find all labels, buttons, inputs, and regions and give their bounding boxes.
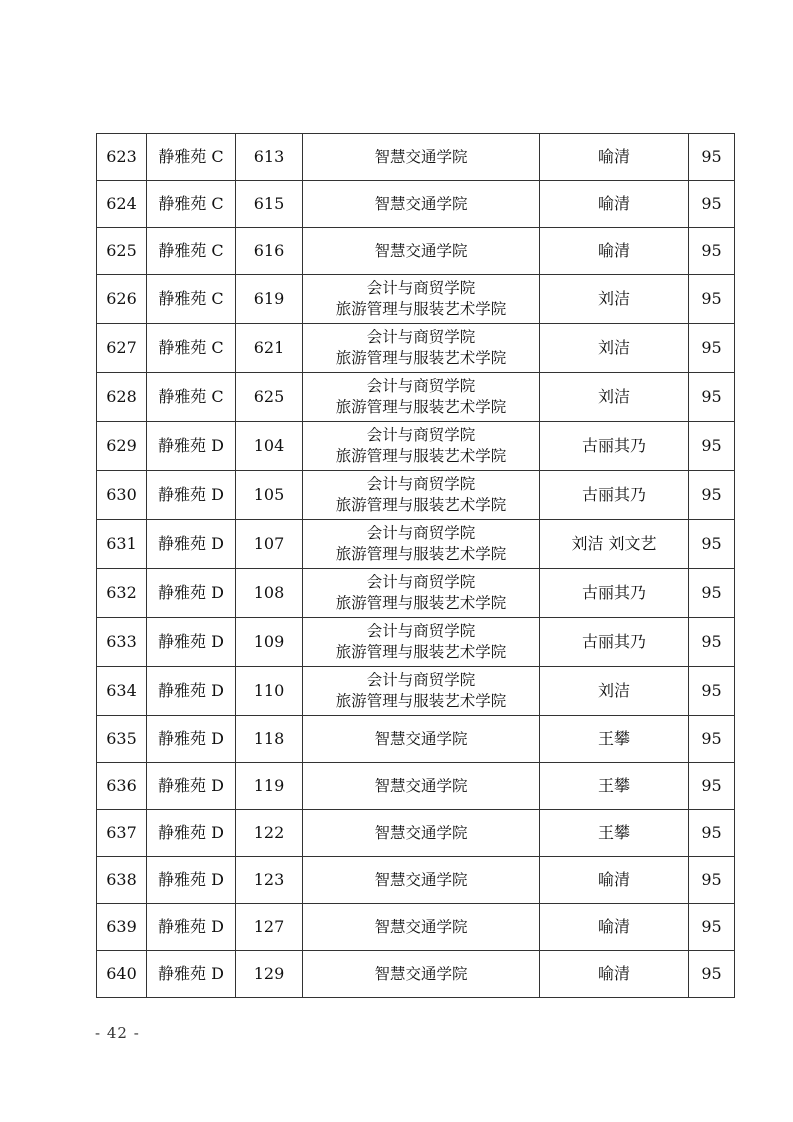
row-number-cell: 638 <box>97 857 147 904</box>
teacher-cell: 王攀 <box>540 716 689 763</box>
college-name: 会计与商贸学院 <box>366 377 476 395</box>
room-cell: 129 <box>236 951 303 998</box>
score-cell: 95 <box>689 716 735 763</box>
college-name: 会计与商贸学院 <box>366 671 476 689</box>
college-name: 智慧交通学院 <box>374 147 468 166</box>
college-cell <box>303 373 540 422</box>
building-cell: 静雅苑 D <box>147 569 236 618</box>
college-cell <box>303 569 540 618</box>
row-number-cell: 635 <box>97 716 147 763</box>
college-cell <box>303 471 540 520</box>
college-name: 智慧交通学院 <box>374 964 468 983</box>
table-row <box>97 667 735 716</box>
teacher-cell: 喻清 <box>540 951 689 998</box>
building-cell: 静雅苑 D <box>147 857 236 904</box>
score-cell: 95 <box>689 904 735 951</box>
row-number-cell: 640 <box>97 951 147 998</box>
score-cell: 95 <box>689 763 735 810</box>
table-row <box>97 857 735 904</box>
room-cell: 127 <box>236 904 303 951</box>
score-cell: 95 <box>689 134 735 181</box>
college-cell <box>303 134 540 181</box>
teacher-cell: 王攀 <box>540 810 689 857</box>
table-row <box>97 134 735 181</box>
room-cell: 107 <box>236 520 303 569</box>
room-cell: 123 <box>236 857 303 904</box>
building-cell: 静雅苑 D <box>147 422 236 471</box>
teacher-cell: 古丽其乃 <box>540 422 689 471</box>
teacher-cell: 喻清 <box>540 134 689 181</box>
row-number-cell: 626 <box>97 275 147 324</box>
table-row <box>97 228 735 275</box>
room-cell: 619 <box>236 275 303 324</box>
teacher-cell: 刘洁 刘文艺 <box>540 520 689 569</box>
room-cell: 616 <box>236 228 303 275</box>
row-number-cell: 636 <box>97 763 147 810</box>
teacher-cell: 喻清 <box>540 181 689 228</box>
college-cell <box>303 324 540 373</box>
college-name: 智慧交通学院 <box>374 823 468 842</box>
table-row <box>97 181 735 228</box>
room-cell: 109 <box>236 618 303 667</box>
teacher-cell: 刘洁 <box>540 373 689 422</box>
building-cell: 静雅苑 C <box>147 275 236 324</box>
score-cell: 95 <box>689 951 735 998</box>
building-cell: 静雅苑 D <box>147 951 236 998</box>
college-cell <box>303 422 540 471</box>
row-number-cell: 631 <box>97 520 147 569</box>
building-cell: 静雅苑 D <box>147 471 236 520</box>
college-name: 会计与商贸学院 <box>366 426 476 444</box>
college-name: 智慧交通学院 <box>374 241 468 260</box>
college-cell <box>303 904 540 951</box>
teacher-cell: 刘洁 <box>540 275 689 324</box>
score-cell: 95 <box>689 275 735 324</box>
college-name: 旅游管理与服装艺术学院 <box>335 545 507 563</box>
college-name: 旅游管理与服装艺术学院 <box>335 692 507 710</box>
table-row <box>97 324 735 373</box>
table-row <box>97 471 735 520</box>
score-cell: 95 <box>689 181 735 228</box>
building-cell: 静雅苑 D <box>147 763 236 810</box>
college-name: 会计与商贸学院 <box>366 524 476 542</box>
row-number-cell: 623 <box>97 134 147 181</box>
dormitory-score-table <box>96 133 735 998</box>
row-number-cell: 632 <box>97 569 147 618</box>
college-cell <box>303 716 540 763</box>
college-cell <box>303 275 540 324</box>
score-cell: 95 <box>689 667 735 716</box>
table-row <box>97 618 735 667</box>
college-cell <box>303 228 540 275</box>
table-row <box>97 810 735 857</box>
college-cell <box>303 763 540 810</box>
college-name: 旅游管理与服装艺术学院 <box>335 447 507 465</box>
building-cell: 静雅苑 D <box>147 716 236 763</box>
row-number-cell: 630 <box>97 471 147 520</box>
building-cell: 静雅苑 C <box>147 181 236 228</box>
room-cell: 108 <box>236 569 303 618</box>
score-cell: 95 <box>689 422 735 471</box>
room-cell: 615 <box>236 181 303 228</box>
building-cell: 静雅苑 C <box>147 134 236 181</box>
college-name: 旅游管理与服装艺术学院 <box>335 643 507 661</box>
row-number-cell: 633 <box>97 618 147 667</box>
college-name: 旅游管理与服装艺术学院 <box>335 349 507 367</box>
row-number-cell: 627 <box>97 324 147 373</box>
room-cell: 625 <box>236 373 303 422</box>
table-row <box>97 275 735 324</box>
building-cell: 静雅苑 C <box>147 228 236 275</box>
building-cell: 静雅苑 D <box>147 618 236 667</box>
building-cell: 静雅苑 C <box>147 324 236 373</box>
teacher-cell: 古丽其乃 <box>540 471 689 520</box>
college-name: 会计与商贸学院 <box>366 622 476 640</box>
row-number-cell: 639 <box>97 904 147 951</box>
score-cell: 95 <box>689 857 735 904</box>
college-name: 智慧交通学院 <box>374 194 468 213</box>
score-cell: 95 <box>689 520 735 569</box>
row-number-cell: 628 <box>97 373 147 422</box>
score-cell: 95 <box>689 618 735 667</box>
room-cell: 119 <box>236 763 303 810</box>
row-number-cell: 637 <box>97 810 147 857</box>
teacher-cell: 喻清 <box>540 228 689 275</box>
building-cell: 静雅苑 D <box>147 904 236 951</box>
teacher-cell: 刘洁 <box>540 667 689 716</box>
college-name: 旅游管理与服装艺术学院 <box>335 398 507 416</box>
college-name: 智慧交通学院 <box>374 917 468 936</box>
teacher-cell: 王攀 <box>540 763 689 810</box>
room-cell: 118 <box>236 716 303 763</box>
college-name: 会计与商贸学院 <box>366 573 476 591</box>
college-name: 旅游管理与服装艺术学院 <box>335 300 507 318</box>
college-name: 智慧交通学院 <box>374 729 468 748</box>
college-name: 智慧交通学院 <box>374 776 468 795</box>
teacher-cell: 古丽其乃 <box>540 618 689 667</box>
college-cell <box>303 810 540 857</box>
score-cell: 95 <box>689 228 735 275</box>
building-cell: 静雅苑 C <box>147 373 236 422</box>
college-name: 会计与商贸学院 <box>366 328 476 346</box>
college-name: 旅游管理与服装艺术学院 <box>335 594 507 612</box>
table-row <box>97 569 735 618</box>
table-row <box>97 422 735 471</box>
table-row <box>97 520 735 569</box>
college-cell <box>303 951 540 998</box>
college-name: 旅游管理与服装艺术学院 <box>335 496 507 514</box>
college-cell <box>303 667 540 716</box>
row-number-cell: 629 <box>97 422 147 471</box>
score-cell: 95 <box>689 471 735 520</box>
table-row <box>97 763 735 810</box>
building-cell: 静雅苑 D <box>147 667 236 716</box>
building-cell: 静雅苑 D <box>147 520 236 569</box>
teacher-cell: 古丽其乃 <box>540 569 689 618</box>
table-row <box>97 716 735 763</box>
teacher-cell: 喻清 <box>540 904 689 951</box>
building-cell: 静雅苑 D <box>147 810 236 857</box>
table-body <box>97 134 735 998</box>
score-cell: 95 <box>689 324 735 373</box>
table-row <box>97 373 735 422</box>
room-cell: 122 <box>236 810 303 857</box>
score-cell: 95 <box>689 810 735 857</box>
page-number: - 42 - <box>95 1024 140 1042</box>
room-cell: 613 <box>236 134 303 181</box>
room-cell: 104 <box>236 422 303 471</box>
score-cell: 95 <box>689 569 735 618</box>
table-row <box>97 951 735 998</box>
college-cell <box>303 857 540 904</box>
row-number-cell: 634 <box>97 667 147 716</box>
college-cell <box>303 618 540 667</box>
room-cell: 105 <box>236 471 303 520</box>
college-cell <box>303 520 540 569</box>
row-number-cell: 624 <box>97 181 147 228</box>
room-cell: 110 <box>236 667 303 716</box>
college-cell <box>303 181 540 228</box>
score-cell: 95 <box>689 373 735 422</box>
college-name: 会计与商贸学院 <box>366 279 476 297</box>
college-name: 会计与商贸学院 <box>366 475 476 493</box>
college-name: 智慧交通学院 <box>374 870 468 889</box>
room-cell: 621 <box>236 324 303 373</box>
row-number-cell: 625 <box>97 228 147 275</box>
table-row <box>97 904 735 951</box>
teacher-cell: 喻清 <box>540 857 689 904</box>
teacher-cell: 刘洁 <box>540 324 689 373</box>
